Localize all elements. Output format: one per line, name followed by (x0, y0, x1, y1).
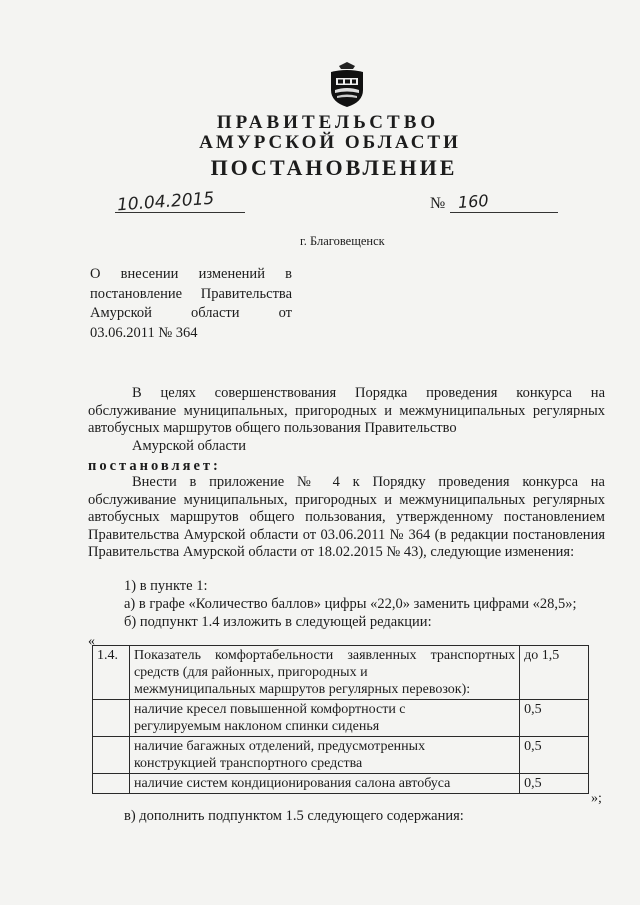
decree-number: 160 (457, 190, 490, 213)
table-cell-num: 1.4. (93, 646, 130, 700)
table-row (93, 700, 589, 737)
date-underline (115, 212, 245, 213)
cell-text-end: регулируемым наклоном спинки сиденья (133, 719, 380, 734)
list-item: 1) в пункте 1: (124, 578, 208, 594)
document-type-title: ПОСТАНОВЛЕНИЕ (210, 155, 458, 180)
table-row (93, 774, 589, 794)
cell-text: наличие кресел повышенной комфортности с (133, 702, 406, 717)
cell-text: Показатель комфортабельности заявленных транспортных средств (для районных, пригородных и (133, 648, 516, 680)
table-cell-text (129, 646, 519, 700)
main-paragraph: Внести в приложение № 4 к Порядку проведения конкурса на обслуживание муниципальных, пригородных и межмуниципальных регулярных автобусных маршрутов общего пользования, утвержденному постановлением Правительства Амурской области от 03.06.2011 № 364 (в редакции постановления Правительства Амурской области от 18.02.2015 № 43), следующие изменения: (88, 474, 605, 561)
number-underline (450, 212, 558, 213)
table-cell-text (129, 700, 519, 737)
table-cell-num (93, 700, 130, 737)
cell-text: наличие багажных отделений, предусмотренных (133, 739, 426, 754)
decree-date: 10.04.2015 (116, 188, 215, 216)
table-cell-num (93, 774, 130, 794)
cell-text-end: наличие систем кондиционирования салона автобуса (133, 776, 451, 791)
subject-line: Амурской области от (90, 305, 292, 322)
number-sign: № (430, 195, 446, 212)
subject-line: постановление Правительства (90, 285, 292, 302)
table-cell-text (129, 774, 519, 794)
list-item: б) подпункт 1.4 изложить в следующей редакции: (124, 614, 432, 630)
quote-close: »; (591, 791, 602, 806)
criteria-table (92, 645, 589, 794)
preamble-text: В целях совершенствования Порядка проведения конкурса на обслуживание муниципальных, пригородных и межмуниципальных регулярных автобусных маршрутов общего пользования Правительство (88, 385, 605, 437)
preamble-paragraph (88, 385, 605, 455)
table-cell-score: 0,5 (520, 737, 589, 774)
quote-open: « (88, 634, 95, 649)
table-cell-score: до 1,5 (520, 646, 589, 700)
government-title-line1: ПРАВИТЕЛЬСТВО (216, 112, 440, 133)
cell-text-end: межмуниципальных маршрутов регулярных перевозок): (133, 682, 471, 697)
subject-line: 03.06.2011 № 364 (90, 324, 198, 341)
decree-subject (90, 265, 292, 343)
list-item: а) в графе «Количество баллов» цифры «22,0» заменить цифрами «28,5»; (124, 596, 577, 612)
table-row (93, 737, 589, 774)
government-title-line2: АМУРСКОЙ ОБЛАСТИ (199, 132, 461, 153)
table-cell-score: 0,5 (520, 700, 589, 737)
table-row (93, 646, 589, 700)
decrees-word: постановляет: (88, 458, 221, 474)
coat-of-arms-icon (322, 60, 372, 108)
table-cell-num (93, 737, 130, 774)
table-cell-score: 0,5 (520, 774, 589, 794)
subject-line: О внесении изменений в (90, 266, 292, 282)
list-item: в) дополнить подпунктом 1.5 следующего содержания: (124, 808, 464, 824)
cell-text-end: конструкцией транспортного средства (133, 756, 363, 771)
city-label: г. Благовещенск (300, 234, 385, 248)
preamble-text-end: Амурской области (132, 437, 246, 454)
table-cell-text (129, 737, 519, 774)
